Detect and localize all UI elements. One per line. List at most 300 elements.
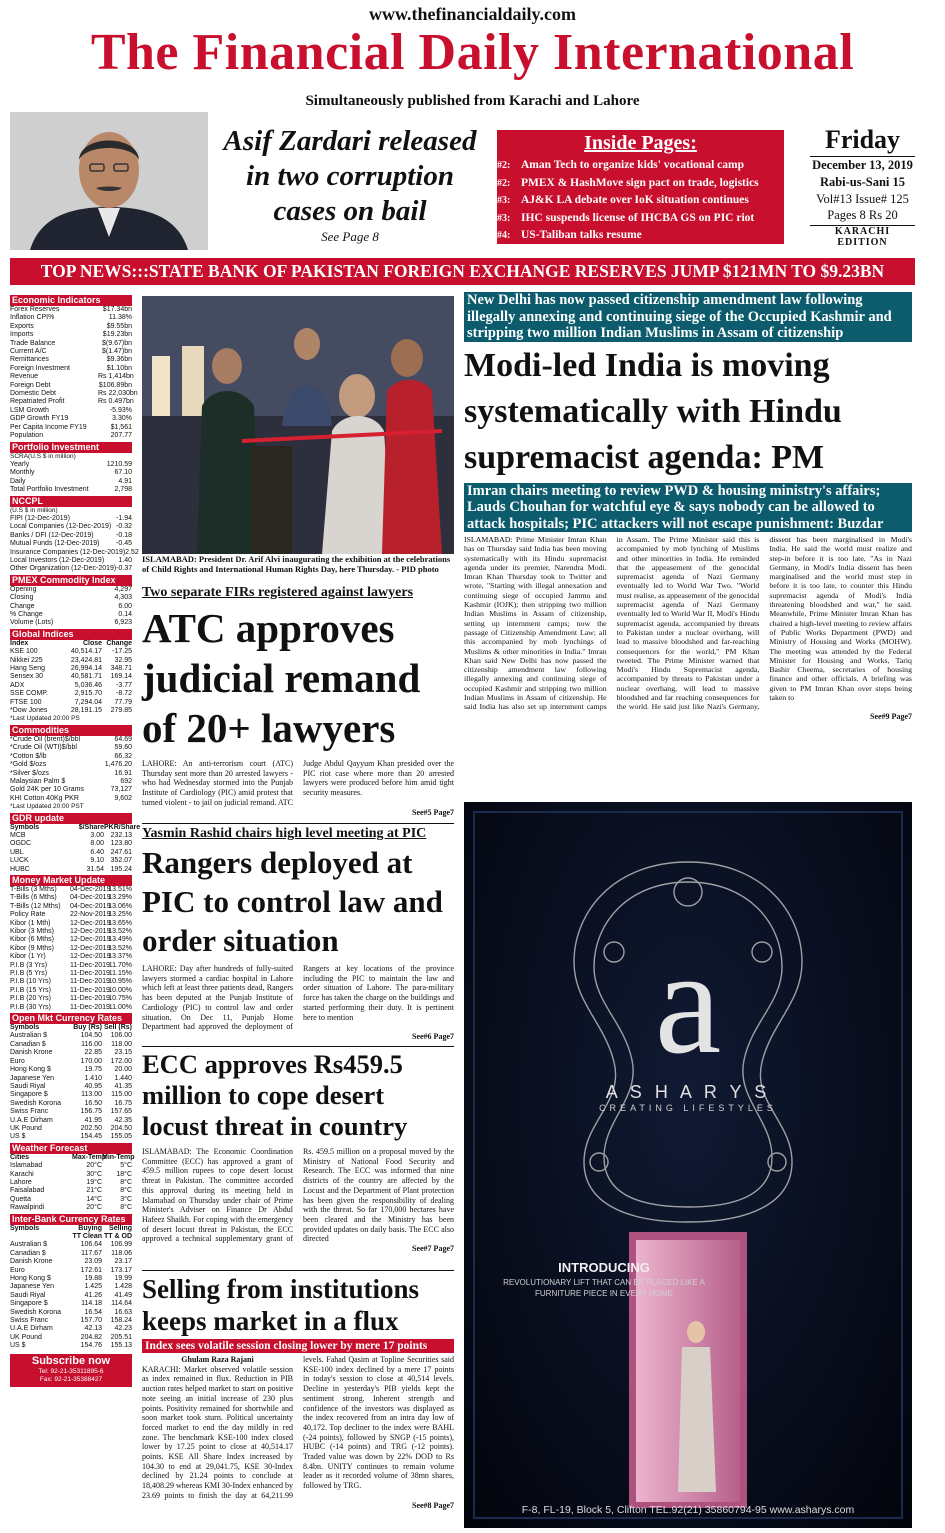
table-cell: Hang Seng <box>10 665 46 673</box>
table-cell: Canadian $ <box>10 1040 46 1048</box>
table-cell: 13.06% <box>108 902 132 910</box>
table-row <box>10 911 132 919</box>
table-cell: 12-Dec-2019 <box>70 936 111 944</box>
table-row <box>10 978 132 986</box>
atc-headline[interactable]: ATC approves judicial remand of 20+ lawyers <box>142 605 421 751</box>
table-row <box>10 962 132 970</box>
table-cell: Euro <box>10 1266 25 1274</box>
website-url[interactable]: www.thefinancialdaily.com <box>368 4 576 24</box>
table-cell: 11.00% <box>108 1003 132 1011</box>
table-cell: Quetta <box>10 1195 32 1203</box>
table-cell: Symbols <box>10 823 40 831</box>
table-cell: U.A.E Dirham <box>10 1325 53 1333</box>
table-cell: 348.71 <box>110 665 132 673</box>
inside-page-item[interactable]: #2: Aman Tech to organize kids' vocational camp <box>497 159 744 171</box>
table-cell: 16.75 <box>114 1099 132 1107</box>
table-cell: 41.26 <box>84 1291 102 1299</box>
table-cell: 11-Dec-2019 <box>70 970 110 978</box>
rangers-body: LAHORE: Day after hundreds of fully-suited lawyers stormed a cardiac hospital in Lahore which left at least three patients dead, Rangers has been deputed at the Punjab Institute of Cardiology (PIC) to control law and order situation. On Dec 11, Punjab Home Department had approved the deployment of Rangers at key locations of the province including the PIC to maintain the law and order situation of Lahore. The para-military force has taken the charge on the buildings and started performing their duty. It is pertinent here to mention <box>142 964 454 1032</box>
table-header-row <box>10 1024 132 1032</box>
table-cell: 20°C <box>86 1162 102 1170</box>
table-cell: UK Pound <box>10 1333 42 1341</box>
table-cell: -5.93% <box>109 406 132 414</box>
table-cell: 19.88 <box>84 1275 102 1283</box>
table-cell: 42.23 <box>114 1325 132 1333</box>
pmex-table <box>10 586 132 628</box>
table-cell: $1.10bn <box>106 364 132 372</box>
table-cell: 41.35 <box>114 1082 132 1090</box>
table-cell: Rawalpindi <box>10 1204 45 1212</box>
ecc-story <box>142 1046 454 1253</box>
table-cell: TT Clean <box>72 1233 102 1240</box>
table-row <box>10 761 132 769</box>
table-cell: 12-Dec-2019 <box>70 919 111 927</box>
table-row <box>10 778 132 786</box>
table-cell: 6,923 <box>114 619 132 627</box>
table-cell: T-Bills (12 Mths) <box>10 902 61 910</box>
table-cell: Swedish Korona <box>10 1308 61 1316</box>
table-cell: 4,303 <box>114 594 132 602</box>
table-cell: 7,294.04 <box>74 698 102 706</box>
table-cell: 11-Dec-2019 <box>70 986 110 994</box>
table-row <box>10 682 132 690</box>
table-cell: 41.95 <box>84 1116 102 1124</box>
table-cell: 11.38% <box>108 314 132 322</box>
table-cell: MCB <box>10 831 26 839</box>
table-cell: PKR/Share <box>104 823 141 831</box>
table-row <box>10 1258 132 1266</box>
table-cell: Monthly <box>10 469 35 477</box>
table-cell: 19°C <box>86 1178 102 1186</box>
table-cell: Japanese Yen <box>10 1074 54 1082</box>
table-cell: 204.82 <box>80 1333 102 1341</box>
table-row <box>10 995 132 1003</box>
table-cell: T-Bills (3 Mths) <box>10 885 57 893</box>
selling-headline[interactable]: Selling from institutions keeps market in a flux <box>142 1274 420 1336</box>
commodities-table <box>10 736 132 803</box>
table-cell: 42.35 <box>114 1116 132 1124</box>
table-cell: 11-Dec-2019 <box>70 1003 110 1011</box>
table-cell: 22-Nov-2019 <box>70 911 111 919</box>
table-cell: $19.23bn <box>102 331 132 339</box>
news-photo <box>142 296 454 554</box>
table-row <box>10 1250 132 1258</box>
table-row <box>10 857 132 865</box>
table-row <box>10 365 132 373</box>
issue-info <box>810 126 915 248</box>
table-row <box>10 894 132 902</box>
nccpl-heading: NCCPL <box>10 496 132 507</box>
table-cell: P.I.B (10 Yrs) <box>10 978 51 986</box>
weather-table <box>10 1153 135 1213</box>
table-cell: Total Portfolio Investment <box>10 486 89 494</box>
table-cell: 13.52% <box>108 928 132 935</box>
table-cell: 16.91 <box>114 769 132 777</box>
commodities-updated-note: *Last Updated 20:00 PST <box>10 803 84 811</box>
selling-see-page[interactable]: See#8 Page7 <box>412 1500 454 1510</box>
table-row <box>10 736 132 744</box>
table-row <box>10 1196 132 1204</box>
table-cell: 154.76 <box>80 1342 102 1350</box>
modi-see-page[interactable]: See#9 Page7 <box>870 711 912 721</box>
global-updated-note: *Last Updated 20:00 PS <box>10 715 80 723</box>
ecc-see-page[interactable]: See#7 Page7 <box>412 1244 454 1254</box>
table-row <box>10 1133 132 1141</box>
issue-pages-price: Pages 8 Rs 20 <box>827 208 898 222</box>
table-cell: Repatriated Profit <box>10 398 65 406</box>
brand-name: A S H A R Y S <box>605 1082 771 1102</box>
atc-see-page[interactable]: See#5 Page7 <box>412 807 454 817</box>
table-cell: 1.440 <box>114 1074 132 1082</box>
table-cell: 207.77 <box>110 432 132 440</box>
table-cell: 232.13 <box>110 831 132 839</box>
rangers-see-page[interactable]: See#6 Page7 <box>412 1031 454 1041</box>
table-cell: Closing <box>10 594 34 602</box>
inside-page-item[interactable]: #3: IHC suspends license of IHCBA GS on PIC riot <box>497 211 755 224</box>
table-cell: -0.32 <box>116 523 132 531</box>
table-cell: 64.69 <box>114 735 132 743</box>
table-row <box>10 1241 132 1249</box>
table-header-row <box>10 1233 132 1241</box>
table-cell: 2,915.70 <box>74 690 102 698</box>
table-cell: 13.65% <box>108 919 132 927</box>
table-cell: 2.52 <box>125 548 139 556</box>
table-cell: 13.51% <box>108 885 132 893</box>
table-cell: 279.85 <box>110 707 132 715</box>
table-cell: Buying <box>78 1224 102 1232</box>
table-row <box>10 953 132 961</box>
table-cell: Symbols <box>10 1224 40 1232</box>
table-cell: Opening <box>10 585 37 593</box>
table-cell: 116.00 <box>81 1040 102 1048</box>
table-row <box>10 920 132 928</box>
nccpl-table <box>10 514 139 574</box>
table-cell: 16.54 <box>84 1308 102 1316</box>
table-cell: 352.07 <box>110 857 132 865</box>
table-cell: 16.50 <box>84 1099 102 1107</box>
ad-footer-contact[interactable]: F-8, FL-19, Block 5, Clifton TEL.92(21) 35860794-95 www.asharys.com <box>521 1504 855 1516</box>
table-row <box>10 690 132 698</box>
table-cell: Hong Kong $ <box>10 1066 51 1074</box>
modi-headline[interactable]: Modi-led India is moving systematically with Hindu supremacist agenda: PM <box>464 346 842 476</box>
lead-headline[interactable]: Asif Zardari released in two corruption cases on bail <box>223 125 477 227</box>
selling-subheadline[interactable]: Index sees volatile session closing lower by mere 17 points <box>142 1339 454 1353</box>
table-cell: Local Investors (12-Dec-2019) <box>10 556 105 564</box>
table-row <box>10 886 132 894</box>
brand-logo-letter: a <box>654 919 722 1085</box>
rangers-kicker[interactable]: Yasmin Rashid chairs high level meeting at PIC <box>142 826 427 841</box>
table-cell: LUCK <box>10 857 29 865</box>
table-row <box>10 1179 132 1187</box>
table-cell: Local Companies (12-Dec-2019) <box>10 523 112 531</box>
table-cell: 1.40 <box>118 556 132 564</box>
table-cell: Policy Rate <box>10 911 46 919</box>
table-cell: 5,036.46 <box>74 681 102 689</box>
table-row <box>10 548 139 557</box>
table-cell: LSM Growth <box>10 406 49 414</box>
table-row <box>10 1066 132 1074</box>
table-cell: $17.34bn <box>102 306 132 313</box>
table-cell: *Cotton $/lb <box>10 752 47 760</box>
table-cell: 13.49% <box>108 936 132 944</box>
table-cell: 170.00 <box>80 1057 102 1065</box>
table-row <box>10 415 132 423</box>
money-market-heading: Money Market Update <box>10 875 132 886</box>
table-cell: 42.13 <box>84 1325 102 1333</box>
table-cell: 202.50 <box>80 1124 102 1132</box>
table-cell: -3.77 <box>116 681 132 689</box>
table-header-row <box>10 640 132 648</box>
table-cell: T-Bills (6 Mths) <box>10 894 57 902</box>
table-cell: $9.36bn <box>106 356 132 364</box>
table-cell: 32.95 <box>114 656 132 664</box>
newspaper-title: The Financial Daily International <box>90 24 855 81</box>
table-cell: $/Share <box>78 823 104 831</box>
selling-story <box>142 1270 454 1510</box>
table-row <box>10 1267 132 1275</box>
table-row <box>10 603 132 611</box>
table-row <box>10 699 132 707</box>
table-cell: Rs 22,030bn <box>98 390 138 398</box>
pmex-heading: PMEX Commodity Index <box>10 575 132 586</box>
ad-line-2: FURNITURE PIECE IN EVERY HOME <box>535 1289 673 1298</box>
table-cell: KHI Cotton 40Kg PKR <box>10 794 79 802</box>
inside-page-item[interactable]: #4: US-Taliban talks resume <box>497 229 642 241</box>
table-cell: 18°C <box>116 1170 132 1178</box>
table-cell: UK Pound <box>10 1124 42 1132</box>
table-cell: 195.24 <box>110 865 132 873</box>
table-cell: 154.45 <box>80 1133 102 1141</box>
issue-hijri-date: Rabi-us-Sani 15 <box>819 175 906 189</box>
table-cell: 23.15 <box>114 1049 132 1057</box>
table-cell: Swiss Franc <box>10 1317 49 1325</box>
table-row <box>10 753 132 761</box>
ad-line-1: REVOLUTIONARY LIFT THAT CAN BE PLACED LIKE A <box>503 1278 705 1287</box>
table-header-row <box>10 1225 132 1233</box>
table-cell: 117.67 <box>81 1249 102 1257</box>
table-cell: OGDC <box>10 840 31 848</box>
table-cell: 04-Dec-2019 <box>70 902 111 910</box>
table-cell: Other Organization (12-Dec-2019) <box>10 565 117 573</box>
table-row <box>10 928 132 936</box>
table-cell: Danish Krone <box>10 1049 53 1057</box>
table-row <box>10 849 132 857</box>
table-cell: -17.25 <box>112 648 132 656</box>
asharys-advertisement[interactable] <box>464 802 912 1528</box>
table-cell: 157.70 <box>80 1317 102 1325</box>
table-cell: Yearly <box>10 460 30 468</box>
table-cell: 173.17 <box>110 1266 132 1274</box>
rangers-headline[interactable]: Rangers deployed at PIC to control law and order situation <box>142 845 443 958</box>
table-row <box>10 1187 132 1195</box>
table-cell: 04-Dec-2019 <box>70 885 111 893</box>
nccpl-note: (U.S $ in million) <box>10 506 58 514</box>
table-row <box>10 407 132 415</box>
table-cell: $1,561 <box>110 423 132 431</box>
table-row <box>10 648 132 656</box>
table-row <box>10 314 132 322</box>
table-cell: 16.63 <box>114 1308 132 1316</box>
interbank-table <box>10 1225 132 1351</box>
table-cell: 158.24 <box>110 1317 132 1325</box>
table-row <box>10 1004 132 1012</box>
table-cell: GDP Growth FY19 <box>10 415 69 423</box>
table-cell: KSE 100 <box>10 648 38 656</box>
table-cell: Per Capita Income FY19 <box>10 423 87 431</box>
table-cell <box>10 1233 72 1241</box>
table-row <box>10 1162 132 1170</box>
newspaper-subtitle: Simultaneously published from Karachi and Lahore <box>305 93 640 109</box>
table-row <box>10 619 132 627</box>
table-cell: $9.55bn <box>106 322 132 330</box>
interbank-heading: Inter-Bank Currency Rates <box>10 1214 132 1225</box>
table-cell: Inflation CPI% <box>10 314 55 322</box>
table-cell: Selling <box>109 1224 132 1232</box>
table-cell: Max-Temp <box>72 1153 107 1161</box>
table-row <box>10 1300 132 1308</box>
table-row <box>10 1075 132 1083</box>
table-cell: 8.00 <box>90 840 104 848</box>
table-cell: Banks / DFI (12-Dec-2019) <box>10 531 94 539</box>
table-cell: 8°C <box>120 1204 132 1212</box>
global-indices-table <box>10 640 132 716</box>
global-indices-heading: Global Indices <box>10 629 132 640</box>
table-row <box>10 1083 132 1091</box>
table-cell: 59.60 <box>114 744 132 752</box>
table-cell: 204.50 <box>110 1124 132 1132</box>
table-cell: Index <box>10 639 29 647</box>
table-row <box>10 486 132 494</box>
table-cell: -8.72 <box>116 690 132 698</box>
table-cell: 73,127 <box>110 786 132 794</box>
table-cell: 4.91 <box>118 477 132 485</box>
table-cell: 10.00% <box>108 986 132 994</box>
table-cell: 157.65 <box>110 1108 132 1116</box>
table-header-row <box>10 1153 135 1162</box>
table-cell: Insurance Companies (12-Dec-2019) <box>10 548 126 556</box>
inside-pages-box <box>497 130 784 244</box>
table-row <box>10 673 132 681</box>
subscribe-fax: Fax: 92-21-35388427 <box>39 1376 103 1384</box>
table-cell: *Silver $/ozs <box>10 769 49 777</box>
table-row <box>10 945 132 953</box>
atc-kicker[interactable]: Two separate FIRs registered against lawyers <box>142 585 414 600</box>
modi-body: ISLAMABAD: Prime Minister Imran Khan has on Thursday said India has been moving systematically with its Hindu supremacist agenda under its premier, Narendra Modi. Imran Khan Thursday took to Twitter and wrote, "Starting with illegal annexation and continuing siege of occupied Jammu and Kashmir (IOJK); then stripping two million Indian Muslims in Assam of citizenship, setting up internment camps; now the passage of Citizenship Amendment Law; all this accompanied by mob lynchings of Muslims & other minorities in India." Imran Khan said New Delhi has now passed the citizenship amendment law following illegally annexing and continuing siege of occupied Kashmir and stripping two million Indian Muslims in Assam of citizenship. He said India has also set up internment camps in Assam. The Prime Minister said this is accompanied by mob lynching of Muslims and other minorities in India. He reminded that the appeasement of the genocidal supremacist agenda of Nazi Germany eventually led to World War Two. "World must realise, as appeasement of the genocidal supremacist agenda of Nazi Germany eventually led to World War II, Modi's Hindu supremacist agenda, accompanied by threats to Pakistan under a nuclear overhang, will lead to massive bloodshed and far-reaching consequences for the world," PM Khan tweeted. The Prime Minister warned that Modi's Hindu Supremacist agenda, accompanied by threats to Pakistan under a nuclear overhang, will lead to massive bloodshed and far reaching consequences for the world. He said just like Nazi's Germany, dissent has been marginalised in Modi's India. He said the world must realize and step-in before it is too late. "As in Nazi Germany, in Modi's India dissent has been marginalised and the world must step in before it is too late, to counter this Hindu supremacist agenda of Modi's India threatening bloodshed and war," he said. Meanwhile, Prime Minister Imran Khan has chaired a high-level meeting to review affairs of Public Works Department (PWD) and Ministry of Housing and Works (MOHW). The meeting was attended by the Federal Minister for Housing and Works, Tariq Bashir Cheema, secretaries of housing finance and other officials. A briefing was given to PM Imran Khan over steps being taken to <box>464 535 912 712</box>
modi-topbar[interactable]: New Delhi has now passed citizenship amendment law following illegally annexing and continuing siege of the Occupied Kashmir and stripping two million Indian Muslims in Assam of citizenship <box>464 292 912 342</box>
modi-story <box>464 292 912 721</box>
table-row <box>10 515 132 523</box>
table-cell: 5°C <box>120 1162 132 1170</box>
table-cell: 21°C <box>86 1187 102 1195</box>
table-row <box>10 795 132 803</box>
table-cell: -1.94 <box>116 514 132 522</box>
table-cell: UBL <box>10 848 24 856</box>
table-cell: Mutual Funds (12-Dec-2019) <box>10 540 100 548</box>
table-cell: 0.14 <box>118 611 132 618</box>
table-cell: 14°C <box>86 1195 102 1203</box>
table-cell: *Gold $/ozs <box>10 761 47 769</box>
subscribe-box[interactable] <box>10 1354 132 1387</box>
table-cell: 9,602 <box>114 794 132 802</box>
table-row <box>10 786 132 794</box>
table-row <box>10 1292 132 1300</box>
table-row <box>10 1041 132 1049</box>
table-row <box>10 1108 132 1116</box>
table-row <box>10 1204 132 1212</box>
table-cell: US $ <box>10 1342 26 1350</box>
atc-body: LAHORE: An anti-terrorism court (ATC) Thursday sent more than 20 arrested lawyers - who had Wednesday stormed into the Punjab Institute of Cardiology (PIC) amid protest that turned violent - to jail on judicial remand. ATC Judge Abdul Qayyum Khan presided over the PIC riot case where more than 20 arrested lawyers were produced before him amid tight security measures. <box>142 759 454 807</box>
inside-page-item[interactable]: #2: PMEX & HashMove sign pact on trade, logistics <box>497 176 759 189</box>
table-cell: Saudi Riyal <box>10 1291 46 1299</box>
table-cell: 40,581.71 <box>70 673 102 681</box>
table-cell: Kibor (1 Yr) <box>10 953 46 961</box>
selling-body-wrap <box>142 1355 454 1501</box>
table-cell: 106.00 <box>110 1032 132 1040</box>
table-cell: Malaysian Palm $ <box>10 777 66 785</box>
table-cell: Cities <box>10 1153 30 1161</box>
table-cell: HUBC <box>10 865 30 873</box>
table-row <box>10 398 132 406</box>
money-market-table <box>10 886 132 1012</box>
table-cell: 23,424.81 <box>70 656 102 664</box>
table-cell: 156.75 <box>80 1108 102 1116</box>
top-news-ticker[interactable]: TOP NEWS:::STATE BANK OF PAKISTAN FOREIGN EXCHANGE RESERVES JUMP $121MN TO $9.23BN <box>10 258 915 285</box>
subscribe-title[interactable]: Subscribe now <box>31 1354 111 1367</box>
table-cell: Singapore $ <box>10 1300 48 1308</box>
table-cell: 12-Dec-2019 <box>70 944 111 952</box>
table-cell: Japanese Yen <box>10 1283 54 1291</box>
atc-story <box>142 584 454 817</box>
table-cell: 19.75 <box>84 1066 102 1074</box>
table-cell: Daily <box>10 477 26 485</box>
table-cell: -0.37 <box>116 565 133 573</box>
table-row <box>10 1058 132 1066</box>
table-cell: 11-Dec-2019 <box>70 995 110 1003</box>
table-cell: Rs 1,414bn <box>98 373 134 381</box>
table-row <box>10 1091 132 1099</box>
table-row <box>10 390 138 398</box>
table-cell: 106.64 <box>80 1241 102 1249</box>
table-cell: Rs 0.497bn <box>98 398 134 406</box>
table-cell: Forex Reserves <box>10 306 60 313</box>
table-row <box>10 665 132 673</box>
table-cell: 11.70% <box>108 961 132 969</box>
inside-pages-title: Inside Pages: <box>584 132 697 154</box>
modi-subheadline[interactable]: Imran chairs meeting to review PWD & housing ministry's affairs; Lauds Chouhan for watchful eye & says nobody can be allowed to attack hospitals; PIC attackers will not escape punishment: Buzdar <box>464 483 912 533</box>
table-row <box>10 744 132 752</box>
table-cell: 9.10 <box>90 857 104 865</box>
table-cell: 13.25% <box>108 911 132 919</box>
table-cell: *Crude Oil (brent)$/bbl <box>10 735 81 743</box>
table-cell: $106.89bn <box>98 381 132 389</box>
ecc-headline[interactable]: ECC approves Rs459.5 million to cope desert locust threat in country <box>142 1049 408 1141</box>
inside-page-item[interactable]: #3: AJ&K LA debate over IoK situation continues <box>497 194 749 206</box>
table-row <box>10 1049 132 1057</box>
table-cell: P.I.B (20 Yrs) <box>10 995 51 1003</box>
table-cell: Australian $ <box>10 1241 47 1249</box>
table-cell: 1210.59 <box>106 460 132 468</box>
market-sidebar <box>10 294 141 1529</box>
table-cell: 113.00 <box>81 1091 102 1099</box>
table-cell: 205.51 <box>110 1333 132 1341</box>
table-cell: Kibor (1 Mth) <box>10 919 51 927</box>
table-row <box>10 306 132 314</box>
table-row <box>10 970 132 978</box>
table-cell: 23.09 <box>84 1258 102 1266</box>
table-cell: Volume (Lots) <box>10 619 54 627</box>
table-row <box>10 432 132 440</box>
table-cell: US $ <box>10 1133 26 1141</box>
